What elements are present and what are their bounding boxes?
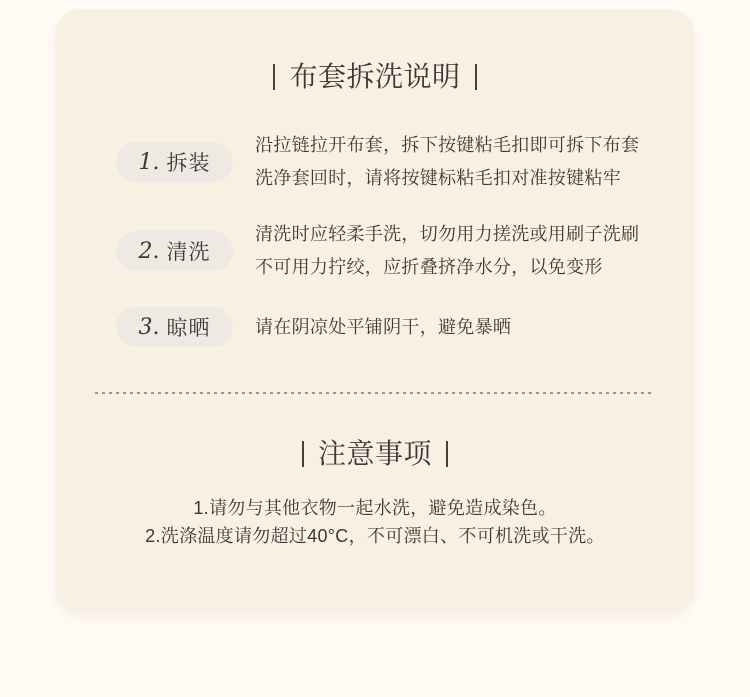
step-3-line-1: 请在阴凉处平铺阴干，避免暴晒 [255, 316, 512, 337]
step-2-badge [116, 231, 233, 271]
step-1-label: 拆装 [166, 152, 211, 175]
wash-section-title [55, 9, 695, 95]
step-3-number: 3. [138, 314, 160, 340]
step-1-badge [116, 142, 233, 182]
notice-title-right-bar [446, 441, 448, 467]
title-right-bar [475, 64, 477, 90]
step-3-label: 晾晒 [166, 317, 211, 340]
step-1-line-1: 沿拉链拉开布套，拆下按键粘毛扣即可拆下布套 [255, 135, 640, 155]
dashed-divider [95, 392, 655, 394]
care-instructions-card [55, 9, 695, 614]
wash-steps-list [116, 129, 695, 347]
wash-step-cleaning [116, 218, 695, 284]
wash-step-disassembly [116, 129, 695, 195]
notice-title-left-bar [302, 441, 304, 467]
step-1-description [255, 129, 639, 195]
notice-item-2: 2.洗涤温度请勿超过40°C，不可漂白、不可机洗或干洗。 [145, 526, 605, 546]
step-2-number: 2. [138, 238, 160, 264]
step-2-line-2: 不可用力拧绞，应折叠挤净水分，以免变形 [255, 257, 603, 277]
wash-step-drying [116, 307, 695, 347]
step-2-line-1: 清洗时应轻柔手洗，切勿用力搓洗或用刷子洗刷 [255, 224, 640, 244]
notice-item-1: 1.请勿与其他衣物一起水洗，避免造成染色。 [193, 498, 557, 518]
step-2-description [255, 218, 639, 284]
step-3-description [255, 311, 511, 344]
title-left-bar [273, 64, 275, 90]
notice-section-title [55, 436, 695, 472]
notice-title-text: 注意事项 [317, 438, 432, 469]
step-2-label: 清洗 [166, 241, 211, 264]
step-3-badge [116, 307, 233, 347]
notice-list [55, 494, 695, 550]
step-1-line-2: 洗净套回时，请将按键标粘毛扣对准按键粘牢 [255, 168, 621, 188]
wash-title-text: 布套拆洗说明 [289, 61, 461, 92]
step-1-number: 1. [138, 149, 160, 175]
